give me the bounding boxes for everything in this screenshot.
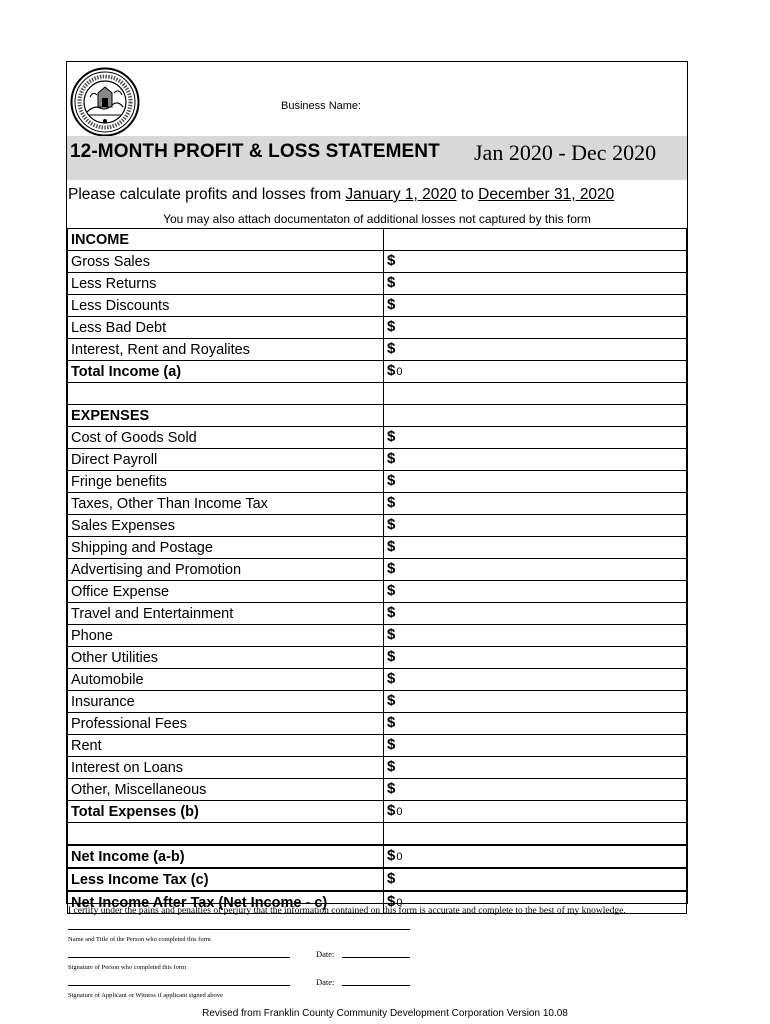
row-label: Travel and Entertainment bbox=[68, 603, 384, 625]
currency-sign: $ bbox=[387, 870, 396, 887]
currency-sign: $ bbox=[387, 626, 396, 643]
currency-sign: $ bbox=[387, 494, 396, 511]
row-label: Less Income Tax (c) bbox=[68, 868, 384, 891]
currency-sign: $ bbox=[387, 758, 396, 775]
ledger-row bbox=[68, 251, 687, 273]
amount-field[interactable] bbox=[384, 361, 687, 383]
attach-note: You may also attach documentaton of additional losses not captured by this form bbox=[163, 212, 591, 226]
currency-sign: $ bbox=[387, 538, 396, 555]
ledger-row bbox=[68, 273, 687, 295]
row-label bbox=[68, 383, 384, 405]
amount-field[interactable] bbox=[384, 735, 687, 757]
currency-sign: $ bbox=[387, 893, 396, 910]
amount-field bbox=[384, 405, 687, 427]
amount-field[interactable] bbox=[384, 339, 687, 361]
row-label: INCOME bbox=[68, 229, 384, 251]
to-word: to bbox=[460, 186, 474, 203]
amount-field[interactable] bbox=[384, 603, 687, 625]
row-label: Fringe benefits bbox=[68, 471, 384, 493]
amount-field[interactable] bbox=[384, 801, 687, 823]
ledger-row bbox=[68, 779, 687, 801]
amount-field[interactable] bbox=[384, 449, 687, 471]
currency-sign: $ bbox=[387, 604, 396, 621]
signature-line[interactable] bbox=[68, 957, 290, 958]
currency-sign: $ bbox=[387, 847, 396, 864]
row-label: Automobile bbox=[68, 669, 384, 691]
currency-sign: $ bbox=[387, 274, 396, 291]
amount-field[interactable] bbox=[384, 493, 687, 515]
amount-field[interactable] bbox=[384, 515, 687, 537]
business-name-label: Business Name: bbox=[281, 100, 362, 112]
row-label: Total Expenses (b) bbox=[68, 801, 384, 823]
ledger-row bbox=[68, 625, 687, 647]
row-label: Taxes, Other Than Income Tax bbox=[68, 493, 384, 515]
currency-sign: $ bbox=[387, 450, 396, 467]
amount-field[interactable] bbox=[384, 581, 687, 603]
date-label-2: Date: bbox=[316, 977, 335, 987]
row-label bbox=[68, 823, 384, 846]
end-date: December 31, 2020 bbox=[478, 186, 615, 203]
amount-field[interactable] bbox=[384, 845, 687, 868]
currency-sign: $ bbox=[387, 736, 396, 753]
amount-field[interactable] bbox=[384, 427, 687, 449]
amount-field bbox=[384, 823, 687, 846]
date-label-1: Date: bbox=[316, 949, 335, 959]
date-line-1[interactable] bbox=[342, 957, 410, 958]
amount-field[interactable] bbox=[384, 317, 687, 339]
witness-signature-line[interactable] bbox=[68, 985, 290, 986]
row-label: Office Expense bbox=[68, 581, 384, 603]
calculation-instruction bbox=[68, 186, 614, 204]
county-seal-icon bbox=[70, 67, 140, 137]
currency-sign: $ bbox=[387, 780, 396, 797]
amount-field[interactable] bbox=[384, 691, 687, 713]
amount-field[interactable] bbox=[384, 251, 687, 273]
ledger-row bbox=[68, 801, 687, 823]
currency-sign: $ bbox=[387, 714, 396, 731]
ledger-row bbox=[68, 317, 687, 339]
row-label: Interest on Loans bbox=[68, 757, 384, 779]
amount-field[interactable] bbox=[384, 471, 687, 493]
amount-field[interactable] bbox=[384, 647, 687, 669]
currency-sign: $ bbox=[387, 340, 396, 357]
ledger-row bbox=[68, 713, 687, 735]
ledger-row bbox=[68, 559, 687, 581]
statement-title: 12-MONTH PROFIT & LOSS STATEMENT bbox=[70, 141, 440, 162]
amount-field[interactable] bbox=[384, 273, 687, 295]
currency-sign: $ bbox=[387, 560, 396, 577]
date-line-2[interactable] bbox=[342, 985, 410, 986]
row-label: Direct Payroll bbox=[68, 449, 384, 471]
currency-sign: $ bbox=[387, 296, 396, 313]
ledger-row bbox=[68, 449, 687, 471]
ledger-row bbox=[68, 515, 687, 537]
ledger-row bbox=[68, 669, 687, 691]
ledger-row bbox=[68, 493, 687, 515]
ledger-row bbox=[68, 229, 687, 251]
certification-statement: I certify under the pains and penalties of perjury that the information contained on this form is accurate and complete to the best of my knowledge. bbox=[68, 906, 626, 916]
row-label: Insurance bbox=[68, 691, 384, 713]
currency-sign: $ bbox=[387, 582, 396, 599]
spacer-row bbox=[68, 383, 687, 405]
row-label: Less Discounts bbox=[68, 295, 384, 317]
ledger-table bbox=[67, 228, 687, 914]
row-label: Net Income After Tax (Net Income - c) bbox=[68, 891, 384, 914]
ledger-row bbox=[68, 471, 687, 493]
row-label: Advertising and Promotion bbox=[68, 559, 384, 581]
amount-field[interactable] bbox=[384, 713, 687, 735]
amount-field bbox=[384, 229, 687, 251]
row-label: Interest, Rent and Royalites bbox=[68, 339, 384, 361]
start-date: January 1, 2020 bbox=[345, 186, 457, 203]
ledger-row bbox=[68, 581, 687, 603]
amount-field bbox=[384, 383, 687, 405]
ledger-row bbox=[68, 757, 687, 779]
ledger-row bbox=[68, 295, 687, 317]
ledger-row bbox=[68, 845, 687, 868]
currency-sign: $ bbox=[387, 252, 396, 269]
row-label: Net Income (a-b) bbox=[68, 845, 384, 868]
currency-sign: $ bbox=[387, 318, 396, 335]
ledger-row bbox=[68, 691, 687, 713]
ledger-row bbox=[68, 427, 687, 449]
row-label: Other, Miscellaneous bbox=[68, 779, 384, 801]
witness-caption: Signature of Applicant or Witness if applicant signed above bbox=[68, 992, 223, 999]
row-label: Less Bad Debt bbox=[68, 317, 384, 339]
name-title-caption: Name and Title of the Person who completed this form bbox=[68, 936, 211, 943]
row-label: Professional Fees bbox=[68, 713, 384, 735]
currency-sign: $ bbox=[387, 362, 396, 379]
currency-sign: $ bbox=[387, 516, 396, 533]
ledger-row bbox=[68, 361, 687, 383]
ledger-row bbox=[68, 405, 687, 427]
row-label: Rent bbox=[68, 735, 384, 757]
row-label: Sales Expenses bbox=[68, 515, 384, 537]
ledger-row bbox=[68, 603, 687, 625]
amount-field[interactable] bbox=[384, 559, 687, 581]
currency-sign: $ bbox=[387, 648, 396, 665]
row-label: Cost of Goods Sold bbox=[68, 427, 384, 449]
currency-sign: $ bbox=[387, 692, 396, 709]
ledger-row bbox=[68, 868, 687, 891]
currency-sign: $ bbox=[387, 802, 396, 819]
currency-sign: $ bbox=[387, 472, 396, 489]
ledger-row bbox=[68, 537, 687, 559]
row-label: Other Utilities bbox=[68, 647, 384, 669]
footer-note: Revised from Franklin County Community Development Corporation Version 10.08 bbox=[202, 1008, 568, 1019]
ledger-row bbox=[68, 735, 687, 757]
amount-field[interactable] bbox=[384, 757, 687, 779]
amount-value: 0 bbox=[396, 897, 403, 909]
amount-field[interactable] bbox=[384, 625, 687, 647]
ledger-row bbox=[68, 339, 687, 361]
statement-period: Jan 2020 - Dec 2020 bbox=[474, 140, 657, 165]
spacer-row bbox=[68, 823, 687, 846]
ledger-row bbox=[68, 647, 687, 669]
calc-prefix: Please calculate profits and losses from bbox=[68, 186, 342, 203]
amount-field[interactable] bbox=[384, 295, 687, 317]
amount-field[interactable] bbox=[384, 868, 687, 891]
row-label: Phone bbox=[68, 625, 384, 647]
amount-field[interactable] bbox=[384, 669, 687, 691]
row-label: EXPENSES bbox=[68, 405, 384, 427]
amount-value: 0 bbox=[396, 851, 403, 863]
amount-field[interactable] bbox=[384, 537, 687, 559]
amount-value: 0 bbox=[396, 366, 403, 378]
name-title-line[interactable] bbox=[68, 929, 410, 930]
signature-caption: Signature of Person who completed this form bbox=[68, 964, 187, 971]
currency-sign: $ bbox=[387, 670, 396, 687]
amount-field[interactable] bbox=[384, 779, 687, 801]
amount-value: 0 bbox=[396, 806, 403, 818]
row-label: Gross Sales bbox=[68, 251, 384, 273]
currency-sign: $ bbox=[387, 428, 396, 445]
row-label: Shipping and Postage bbox=[68, 537, 384, 559]
row-label: Less Returns bbox=[68, 273, 384, 295]
row-label: Total Income (a) bbox=[68, 361, 384, 383]
